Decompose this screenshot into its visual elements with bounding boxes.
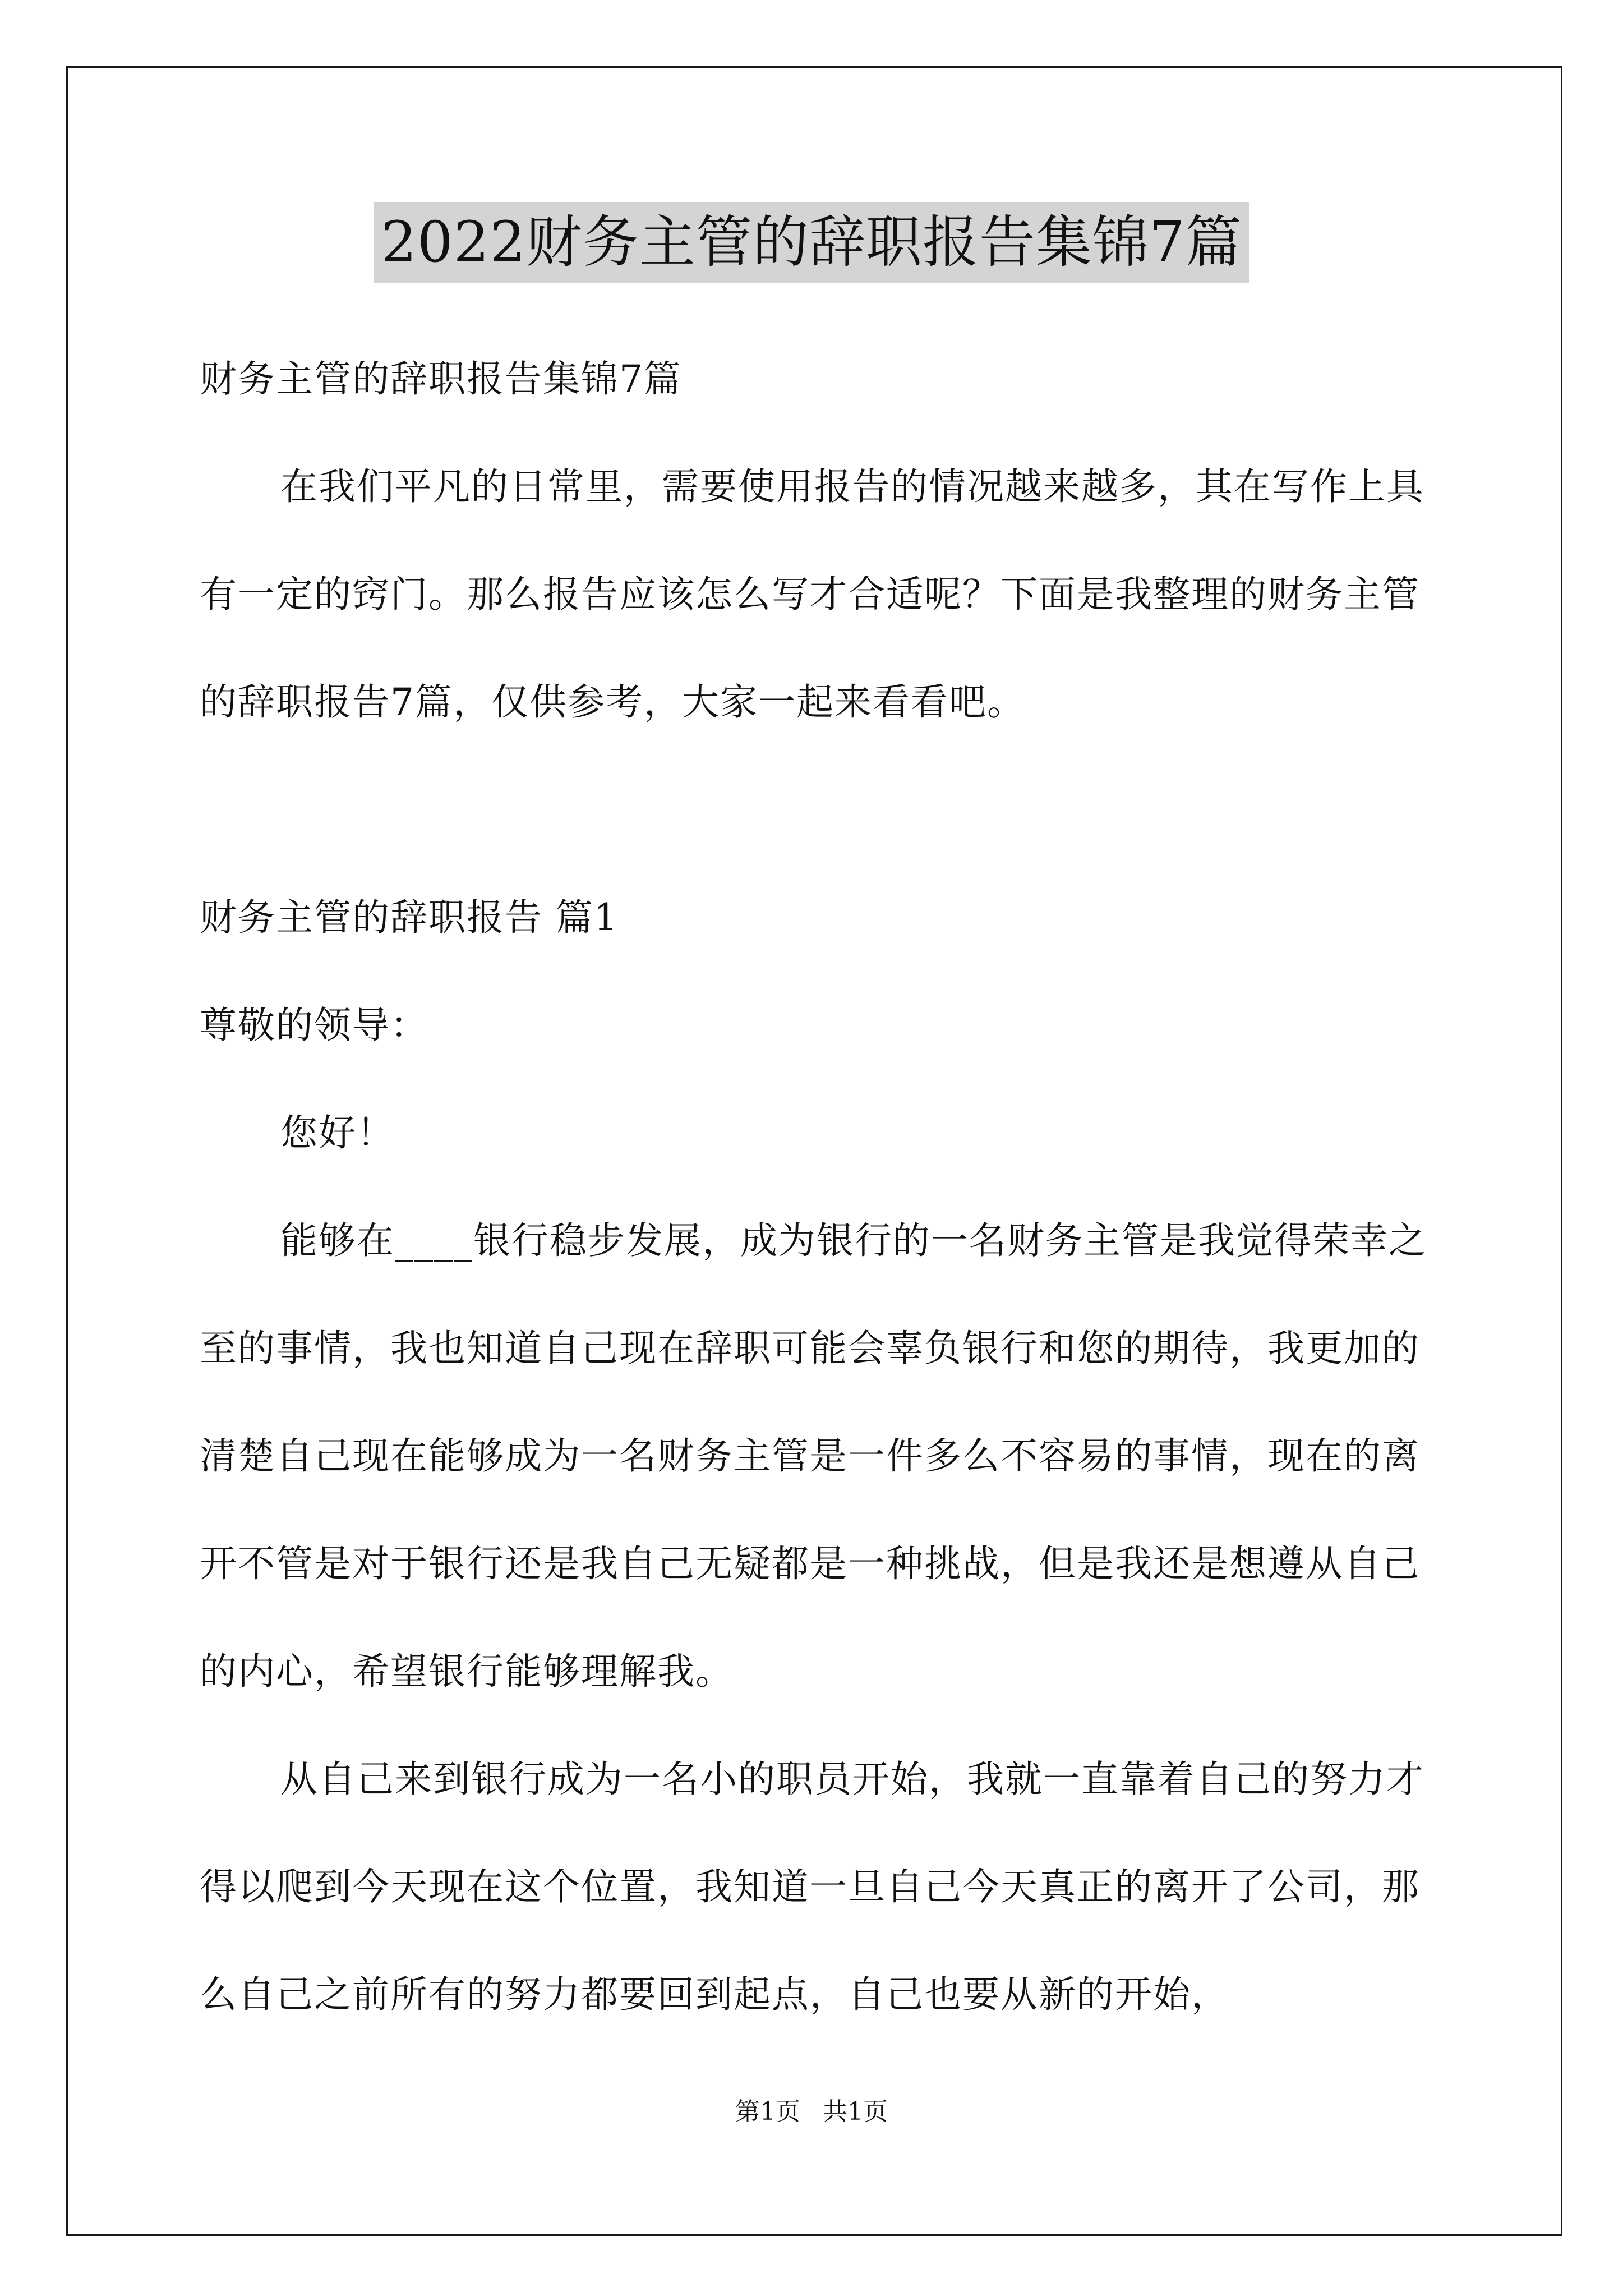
title-container [0, 202, 1623, 283]
page-footer [0, 2095, 1623, 2129]
section-heading: 财务主管的辞职报告 篇1 [200, 896, 619, 939]
body-paragraph-1: 能够在____银行稳步发展，成为银行的一名财务主管是我觉得荣幸之至的事情，我也知道自己现在辞职可能会辜负银行和您的期待，我更加的清楚自己现在能够成为一名财务主管是一件多么不容易的事情，现在的离开不管是对于银行还是我自己无疑都是一种挑战，但是我还是想遵从自己的内心，希望银行能够理解我。 [200, 1219, 1427, 1693]
document-subtitle: 财务主管的辞职报告集锦7篇 [200, 357, 682, 401]
document-title: 2022财务主管的辞职报告集锦7篇 [374, 202, 1248, 283]
salutation: 尊敬的领导： [200, 1004, 428, 1047]
intro-paragraph: 在我们平凡的日常里，需要使用报告的情况越来越多，其在写作上具有一定的窍门。那么报告应该怎么写才合适呢？下面是我整理的财务主管的辞职报告7篇，仅供参考，大家一起来看看吧。 [200, 465, 1424, 724]
page-number: 第1页 [735, 2097, 800, 2126]
total-pages: 共1页 [823, 2097, 888, 2126]
body-paragraph-2: 从自己来到银行成为一名小的职员开始，我就一直靠着自己的努力才得以爬到今天现在这个位置，我知道一旦自己今天真正的离开了公司，那么自己之前所有的努力都要回到起点，自己也要从新的开始， [200, 1757, 1424, 2016]
greeting: 您好！ [280, 1111, 395, 1154]
